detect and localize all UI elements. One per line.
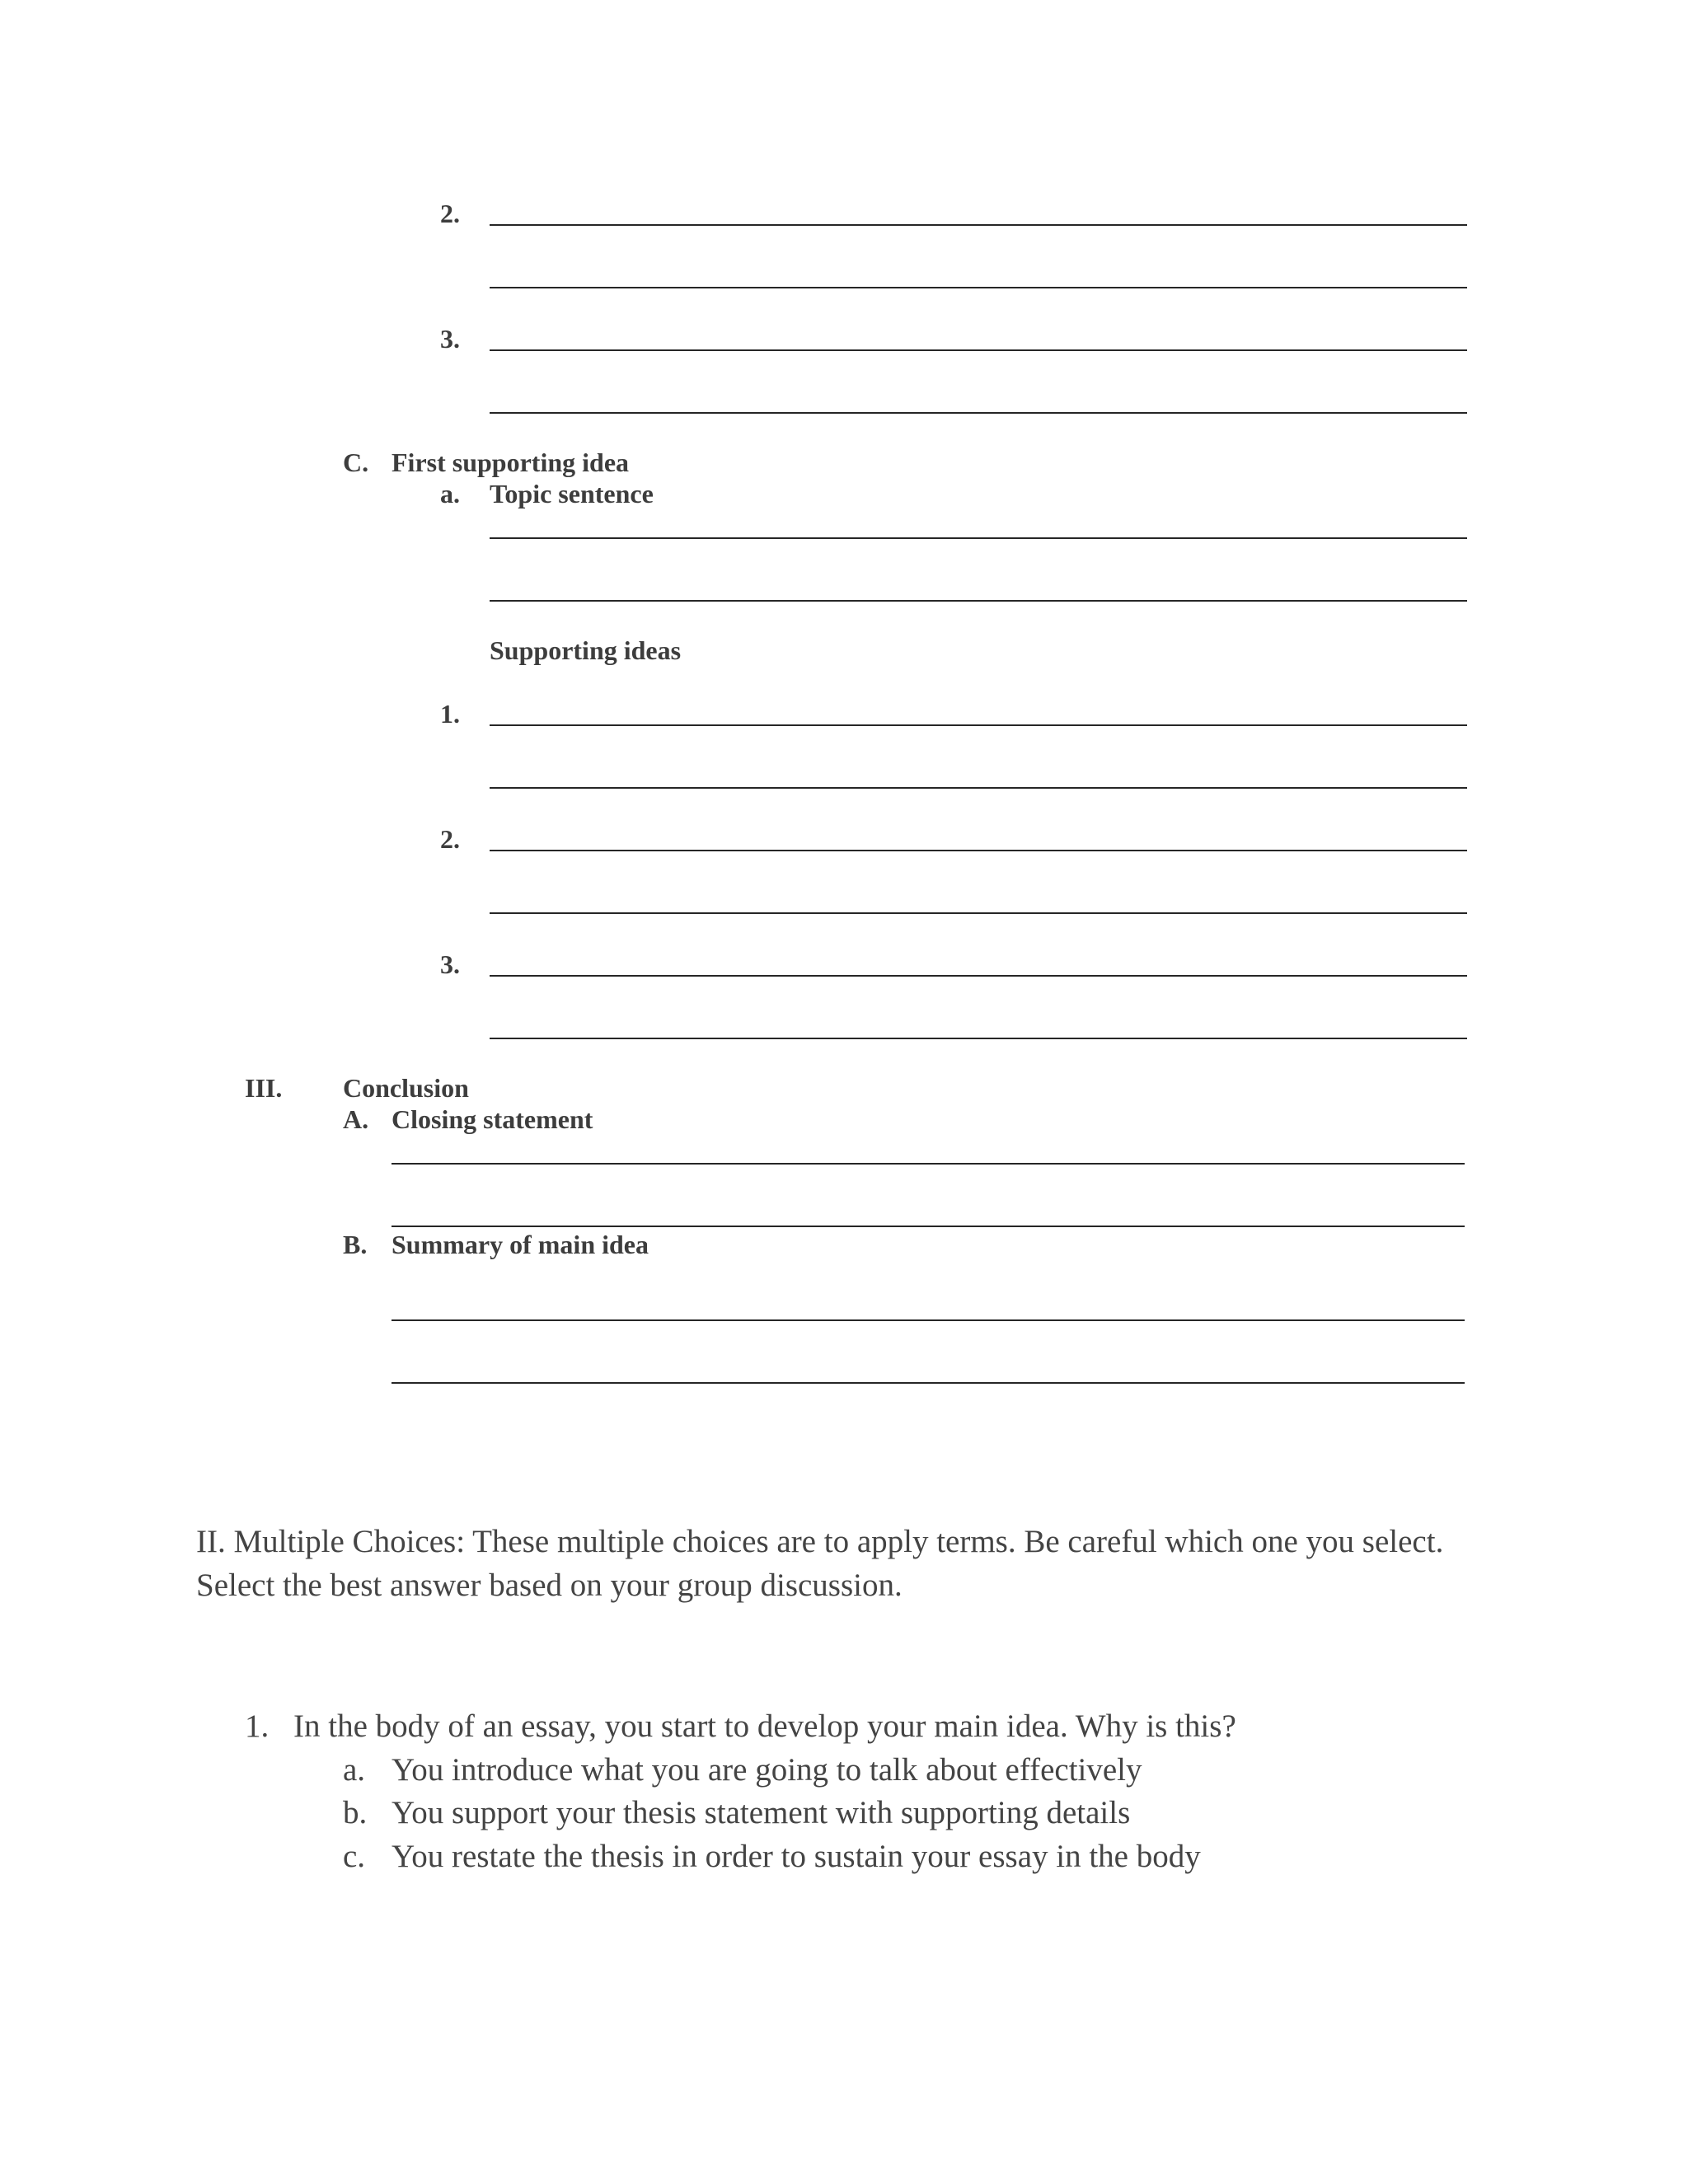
blank-line[interactable] xyxy=(490,850,1467,851)
closing-marker: A. xyxy=(343,1104,369,1134)
section-c-sub-marker: a. xyxy=(440,479,460,509)
blank-line[interactable] xyxy=(392,1163,1465,1165)
blank-line[interactable] xyxy=(490,287,1467,288)
blank-line[interactable] xyxy=(392,1319,1465,1321)
blank-line[interactable] xyxy=(392,1226,1465,1227)
blank-line[interactable] xyxy=(490,349,1467,351)
blank-line[interactable] xyxy=(490,224,1467,226)
instructions-line-1: II. Multiple Choices: These multiple choices are to apply terms. Be careful which one you select. xyxy=(196,1524,1444,1559)
section-c-title: First supporting idea xyxy=(392,448,630,477)
option-text-c[interactable]: You restate the thesis in order to sustain your essay in the body xyxy=(392,1839,1201,1874)
blank-line[interactable] xyxy=(490,537,1467,539)
blank-line[interactable] xyxy=(490,724,1467,726)
closing-statement-label: Closing statement xyxy=(392,1104,593,1134)
question-text: In the body of an essay, you start to develop your main idea. Why is this? xyxy=(293,1708,1236,1744)
option-letter-a[interactable]: a. xyxy=(343,1752,366,1788)
option-text-a[interactable]: You introduce what you are going to talk about effectively xyxy=(392,1752,1142,1788)
supporting-ideas-heading: Supporting ideas xyxy=(490,635,682,665)
blank-line[interactable] xyxy=(490,975,1467,977)
instructions-line-2: Select the best answer based on your group discussion. xyxy=(196,1568,903,1603)
blank-line[interactable] xyxy=(490,1038,1467,1039)
blank-line[interactable] xyxy=(490,600,1467,602)
blank-line[interactable] xyxy=(392,1382,1465,1384)
option-letter-c[interactable]: c. xyxy=(343,1839,366,1874)
blank-line[interactable] xyxy=(490,912,1467,914)
supporting-item-number: 3. xyxy=(440,949,460,979)
option-letter-b[interactable]: b. xyxy=(343,1795,368,1830)
summary-label: Summary of main idea xyxy=(392,1230,649,1259)
blank-line[interactable] xyxy=(490,412,1467,414)
option-text-b[interactable]: You support your thesis statement with supporting details xyxy=(392,1795,1131,1830)
item-number-3: 3. xyxy=(440,324,460,354)
supporting-item-number: 1. xyxy=(440,699,460,729)
section-numeral-iii: III. xyxy=(245,1073,283,1103)
conclusion-title: Conclusion xyxy=(343,1073,469,1103)
supporting-item-number: 2. xyxy=(440,824,460,854)
blank-line[interactable] xyxy=(490,787,1467,789)
item-number-2: 2. xyxy=(440,199,460,228)
section-c-marker: C. xyxy=(343,448,369,477)
question-number: 1. xyxy=(245,1708,270,1744)
topic-sentence-label: Topic sentence xyxy=(490,479,654,509)
summary-marker: B. xyxy=(343,1230,368,1259)
